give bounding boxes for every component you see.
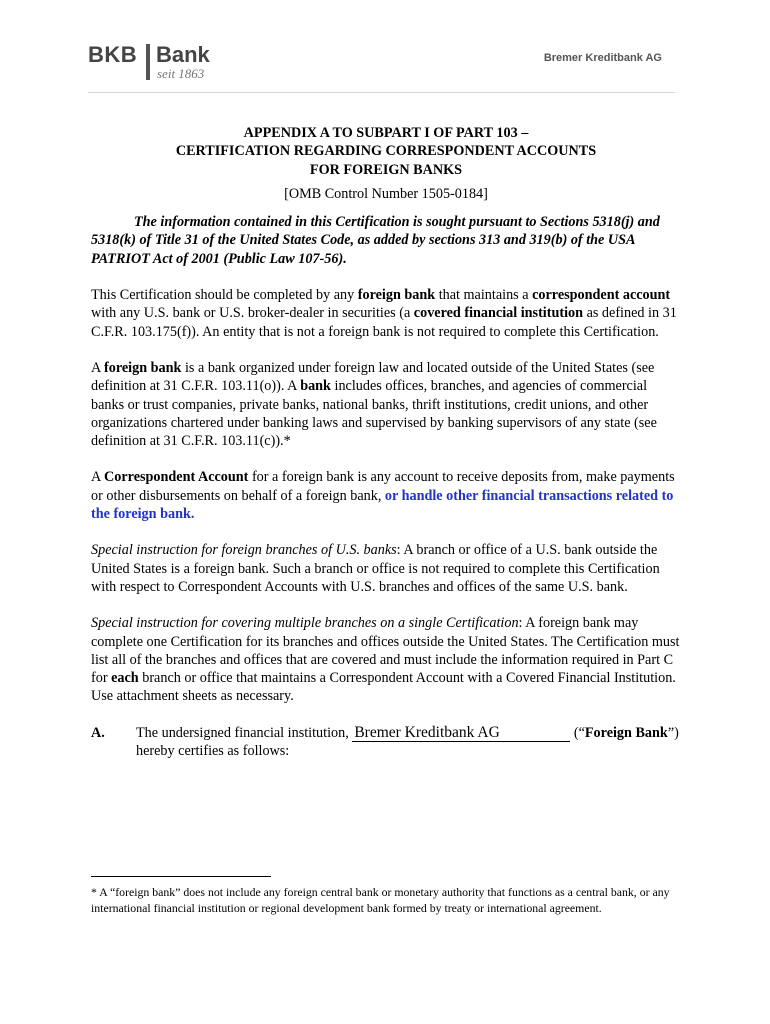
paragraph-special-instruction-foreign-branches: Special instruction for foreign branches of U.S. banks: A branch or office of a U.S. bank outside the United States is a foreign bank. Such a branch or office is not required to complete this Certification with respect to Correspondent Accounts with U.S. branches and offices of the same U.S. bank. (91, 542, 660, 595)
logo-bank-text: Bank (156, 42, 210, 67)
paragraph-foreign-bank-definition: A foreign bank is a bank organized under foreign law and located outside of the United States (see definition at 31 C.F.R. 103.11(o)). A bank includes offices, branches, and agencies of commercial banks or trust companies, private banks, national banks, thrift institutions, credit unions, and other organizations chartered under banking laws and supervised by banking supervisors of any state (see definition at 31 C.F.R. 103.11(c)).* (91, 359, 657, 450)
title-line-3: FOR FOREIGN BANKS (309, 161, 463, 178)
logo-bkb-text: BKB (88, 42, 138, 67)
paragraph-scope: This Certification should be completed by any foreign bank that maintains a correspondent account with any U.S. bank or U.S. broker-dealer in securities (a covered financial institution as defined in 31 C.F.R. 103.175(f)). An entity that is not a foreign bank is not required to complete this Certification. (91, 287, 677, 340)
title-line-1: APPENDIX A TO SUBPART I OF PART 103 – (243, 125, 529, 141)
financial-institution-name-field[interactable]: Bremer Kreditbank AG (352, 724, 570, 742)
document-body (91, 124, 681, 760)
intro-paragraph: The information contained in this Certification is sought pursuant to Sections 5318(j) and 5318(k) of Title 31 of the United States Code, as added by sections 313 and 319(b) of the USA PATRIOT Act of 2001 (Public Law 107-56). (91, 214, 660, 267)
header-bank-name: Bremer Kreditbank AG (543, 52, 662, 64)
highlighted-text: or handle other financial transactions related to the foreign bank. (91, 487, 674, 523)
paragraph-special-instruction-multiple-branches: Special instruction for covering multiple branches on a single Certification: A foreign bank may complete one Certification for its branches and offices outside the United States. The Certification must list all of the branches and offices that are covered and must include the information required in Part C for each branch or office that maintains a Correspondent Account with a Covered Financial Institution. Use attachment sheets as necessary. (91, 615, 680, 705)
footnote-divider (91, 876, 271, 877)
header-divider (88, 92, 675, 93)
section-a: A. The undersigned financial institution, Bremer Kreditbank AG (“Foreign Bank”) hereby certifies as follows: (91, 723, 679, 760)
section-a-label: A. (91, 724, 105, 741)
logo-tagline: seit 1863 (157, 66, 205, 81)
logo-divider (146, 44, 150, 80)
omb-control-number: [OMB Control Number 1505-0184] (284, 185, 488, 202)
title-line-2: CERTIFICATION REGARDING CORRESPONDENT ACCOUNTS (175, 143, 597, 160)
paragraph-correspondent-account-definition: A Correspondent Account for a foreign bank is any account to receive deposits from, make payments or other disbursements on behalf of a foreign bank, or handle other financial transactions related to the foreign bank. (91, 469, 675, 523)
document-title (91, 124, 681, 179)
footnote: * A “foreign bank” does not include any foreign central bank or monetary authority that functions as a central bank, or any international financial institution or regional development bank formed by treaty or international agreement. (91, 885, 670, 915)
